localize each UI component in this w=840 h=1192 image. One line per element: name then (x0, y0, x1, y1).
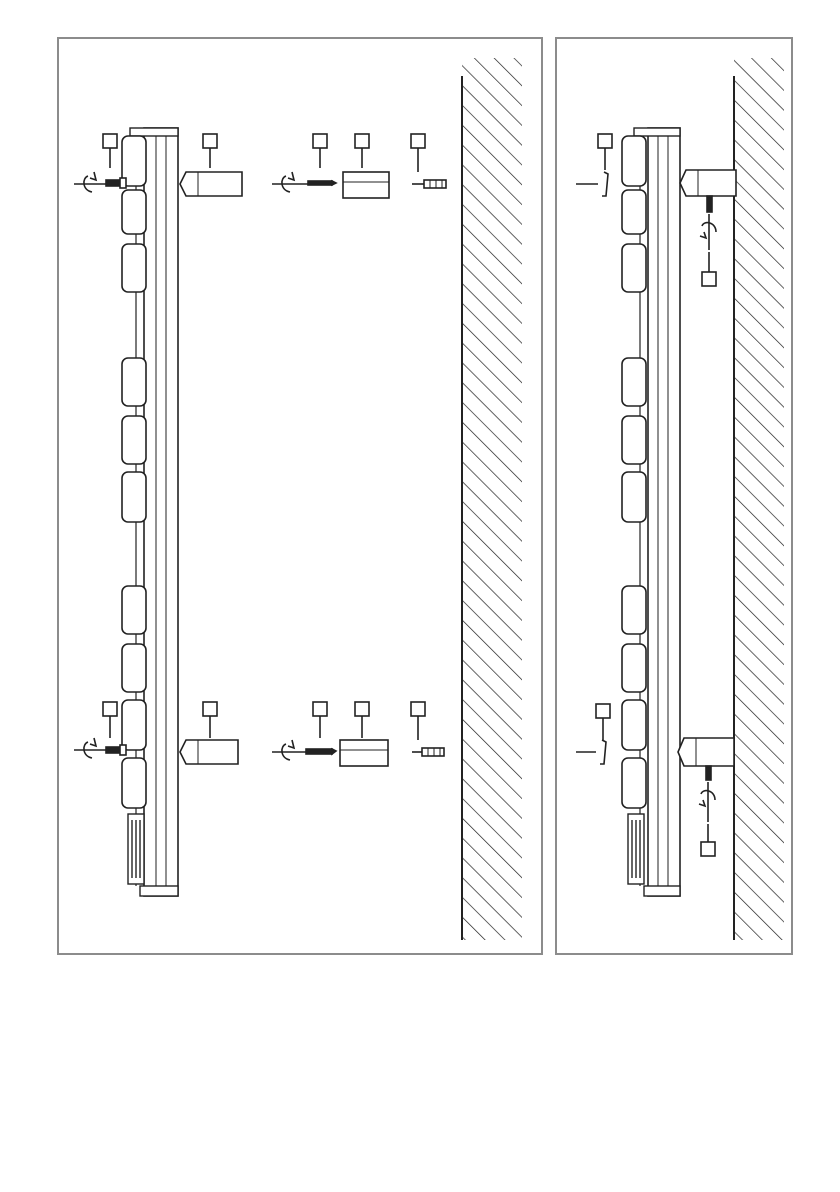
radiator-fins-right (622, 136, 646, 808)
callout-box (596, 704, 610, 740)
wood-screw-icon (306, 749, 336, 754)
rotate-arrow-icon (700, 214, 716, 250)
callout-box (203, 134, 217, 168)
wall-plug-icon (412, 748, 444, 756)
clip-icon (576, 172, 608, 196)
callout-box (598, 134, 612, 170)
spacer-block (340, 740, 388, 766)
callout-box (355, 702, 369, 738)
bracket (180, 172, 242, 196)
rotate-arrow-icon (699, 782, 715, 822)
callout-box (313, 134, 327, 168)
bracket (180, 740, 238, 764)
callout-box (203, 702, 217, 738)
control-unit-left (128, 814, 144, 884)
callout-box (103, 702, 117, 738)
right-panel (556, 38, 792, 954)
callout-box (702, 252, 716, 286)
screw-icon (706, 766, 711, 780)
callout-box (313, 702, 327, 738)
radiator-fins-left (122, 136, 146, 808)
callout-box (103, 134, 117, 168)
clip-icon (576, 740, 606, 764)
rotate-arrow-icon (272, 172, 310, 192)
callout-box (411, 134, 425, 172)
wall-plug-icon (412, 180, 446, 188)
bracket-mounted (678, 738, 734, 766)
rotate-arrow-icon (74, 738, 106, 758)
callout-box (701, 824, 715, 856)
callout-box (355, 134, 369, 168)
rotate-arrow-icon (74, 172, 106, 192)
bracket-mounted (680, 170, 736, 196)
wall-left (462, 58, 522, 940)
rotate-arrow-icon (272, 740, 306, 760)
callout-box (411, 702, 425, 740)
wall-right (734, 58, 784, 940)
radiator-right (622, 128, 680, 896)
screw-icon (106, 745, 126, 755)
left-panel (58, 38, 542, 954)
screw-icon (106, 178, 126, 188)
control-unit-right (628, 814, 644, 884)
radiator-left (122, 128, 178, 896)
wood-screw-icon (308, 181, 336, 185)
spacer-block (343, 172, 389, 198)
screw-icon (707, 196, 712, 212)
